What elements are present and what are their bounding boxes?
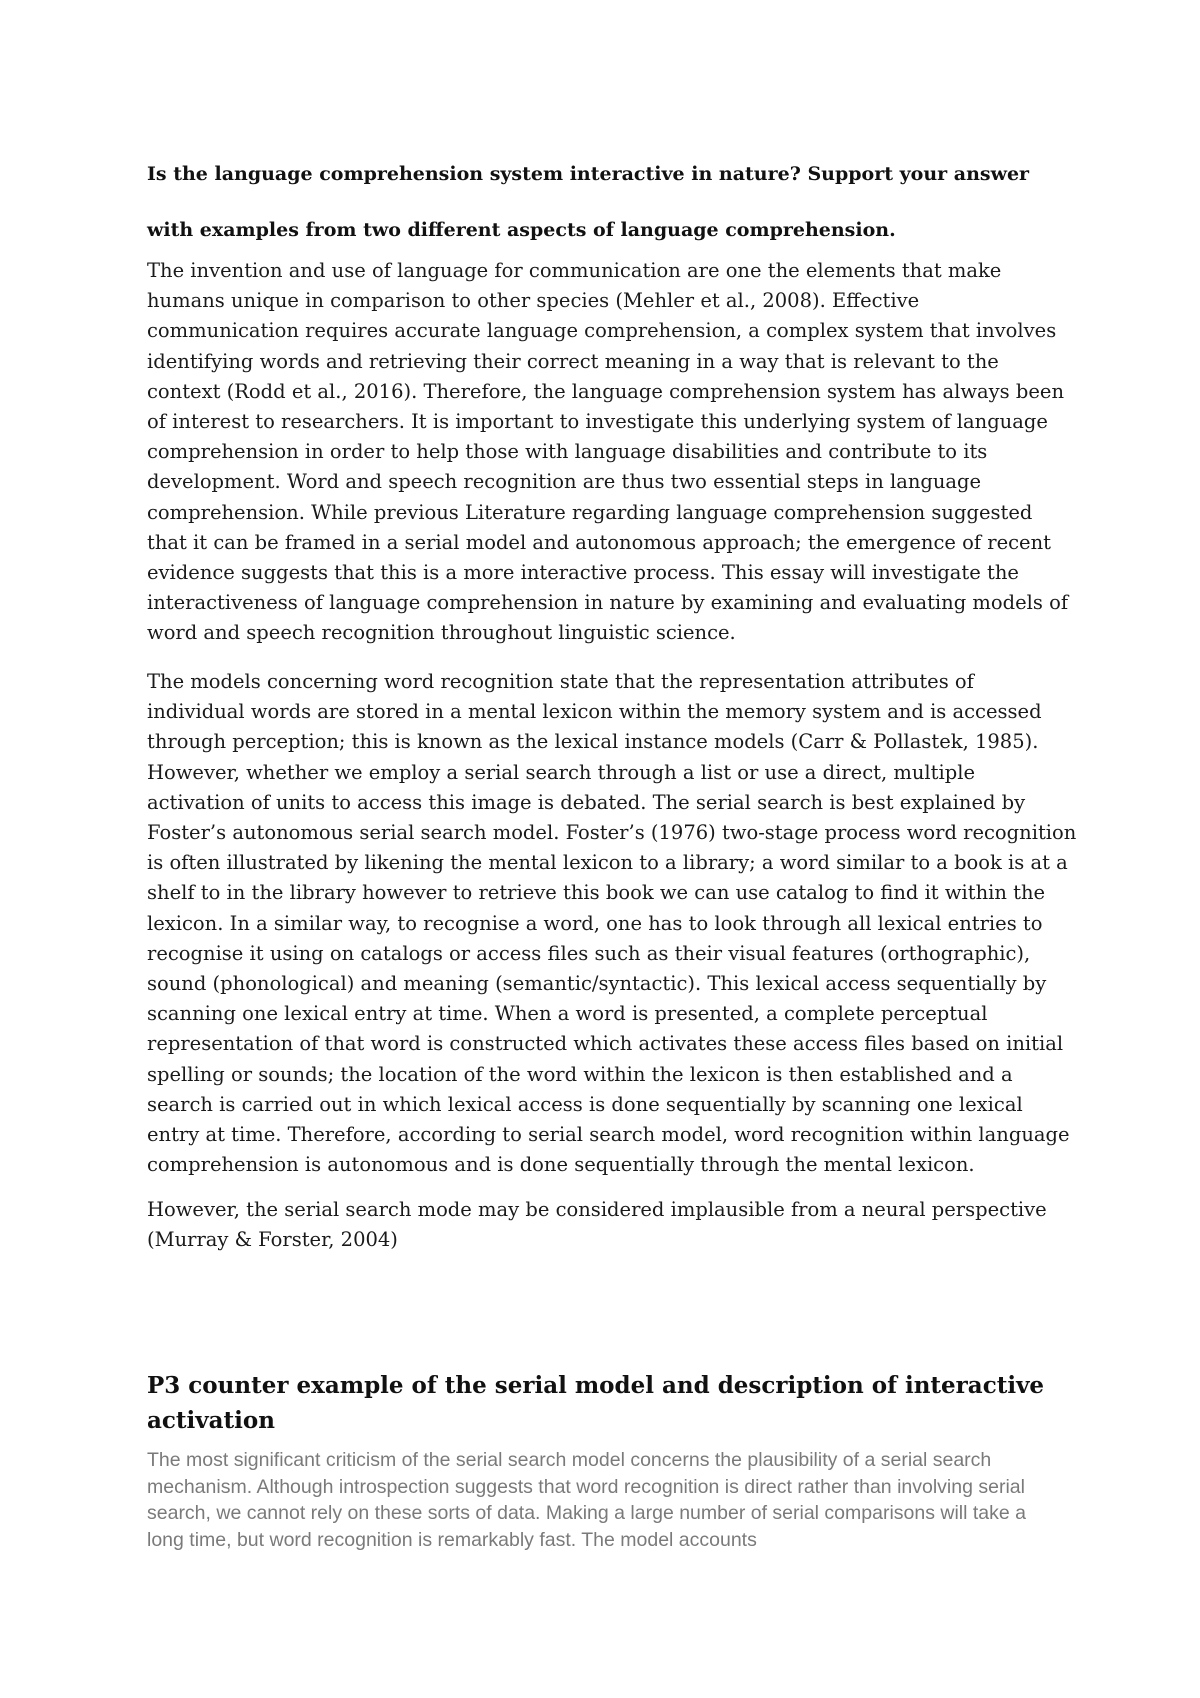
paragraph-serial-search-criticism: However, the serial search mode may be considered implausible from a neural perspective (Murray & Forster, 2004) bbox=[147, 1198, 1047, 1252]
section-heading: P3 counter example of the serial model and description of interactive activation bbox=[147, 1372, 1045, 1434]
essay-question: Is the language comprehension system interactive in nature? Support your answer with examples from two different aspects of language comprehension. bbox=[147, 163, 1030, 241]
paragraph-introduction: The invention and use of language for communication are one the elements that make humans unique in comparison to other species (Mehler et al., 2008). Effective communication requires accurate language comprehension, a complex system that involves identifying words and retrieving their correct meaning in a way that is relevant to the context (Rodd et al., 2016). Therefore, the language comprehension system has always been of interest to researchers. It is important to investigate this underlying system of language comprehension in order to help those with language disabilities and contribute to its development. Word and speech recognition are thus two essential steps in language comprehension. While previous Literature regarding language comprehension suggested that it can be framed in a serial model and autonomous approach; the emergence of recent evidence suggests that this is a more interactive process. This essay will investigate the interactiveness of language comprehension in nature by examining and evaluating models of word and speech recognition throughout linguistic science. bbox=[147, 259, 1069, 645]
paragraph-word-recognition: The models concerning word recognition state that the representation attributes of individual words are stored in a mental lexicon within the memory system and is accessed through perception; this is known as the lexical instance models (Carr & Pollastek, 1985). However, whether we employ a serial search through a list or use a direct, multiple activation of units to access this image is debated. The serial search is best explained by Foster’s autonomous serial search model. Foster’s (1976) two-stage process word recognition is often illustrated by likening the mental lexicon to a library; a word similar to a book is at a shelf to in the library however to retrieve this book we can use catalog to find it within the lexicon. In a similar way, to recognise a word, one has to look through all lexical entries to recognise it using on catalogs or access files such as their visual features (orthographic), sound (phonological) and meaning (semantic/syntactic). This lexical access sequentially by scanning one lexical entry at time. When a word is presented, a complete perceptual representation of that word is constructed which activates these access files based on initial spelling or sounds; the location of the word within the lexicon is then established and a search is carried out in which lexical access is done sequentially by scanning one lexical entry at time. Therefore, according to serial search model, word recognition within language comprehension is autonomous and is done sequentially through the mental lexicon. bbox=[147, 670, 1077, 1177]
draft-paragraph: The most significant criticism of the serial search model concerns the plausibility of a serial search mechanism. Although introspection suggests that word recognition is direct rather than involving serial search, we cannot rely on these sorts of data. Making a large number of serial comparisons will take a long time, but word recognition is remarkably fast. The model accounts bbox=[147, 1449, 1027, 1551]
